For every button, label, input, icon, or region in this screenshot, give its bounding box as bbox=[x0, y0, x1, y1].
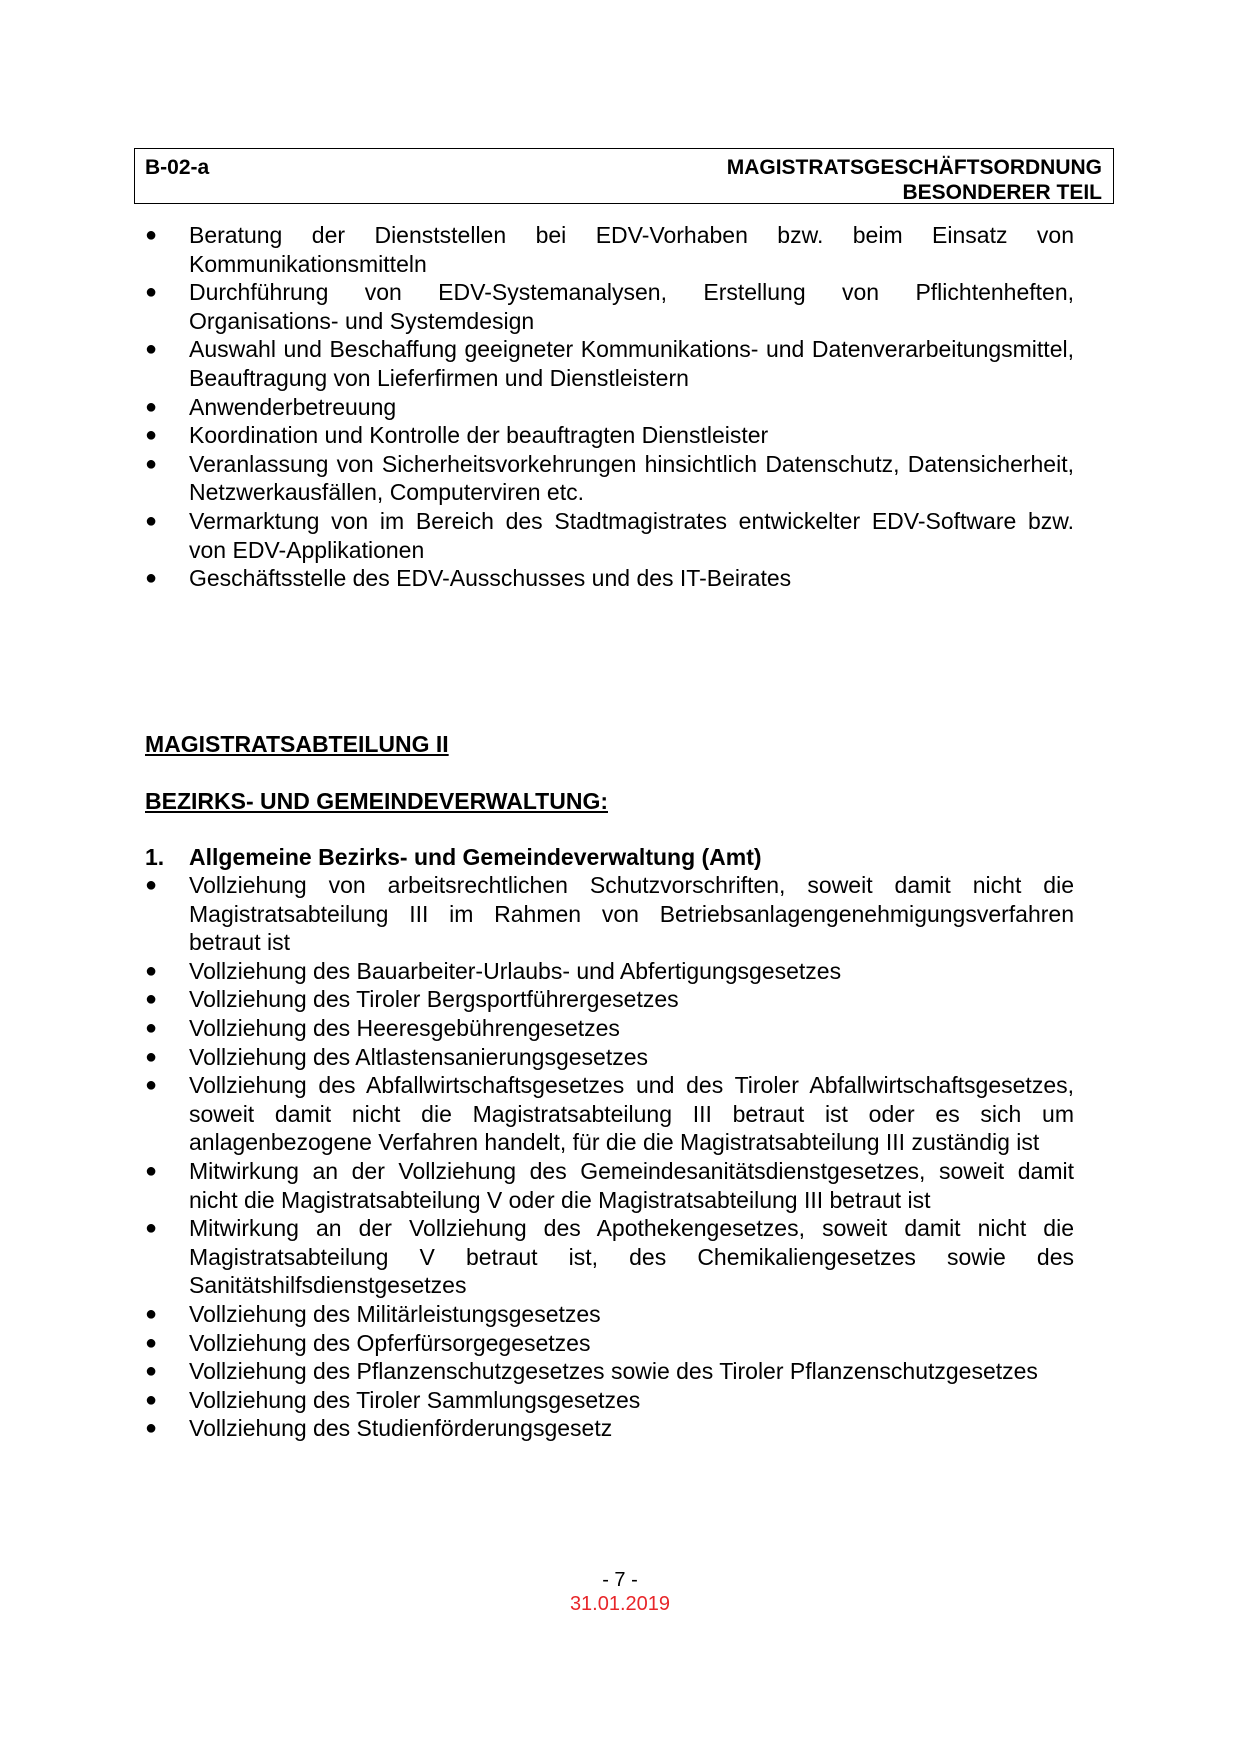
document-header bbox=[134, 148, 1114, 204]
list-item: ● Vollziehung des Tiroler Bergsportführergesetzes bbox=[145, 986, 679, 1013]
bullet-icon: ● bbox=[145, 1016, 158, 1039]
page-number: - 7 - bbox=[602, 1569, 638, 1591]
bullet-icon: ● bbox=[145, 395, 158, 418]
document-date: 31.01.2019 bbox=[569, 1593, 671, 1615]
list-item: ● Vollziehung des Opferfürsorgegesetzes bbox=[145, 1329, 591, 1356]
list-item: ● Koordination und Kontrolle der beauftragten Dienstleister bbox=[145, 422, 769, 449]
task-list-bottom bbox=[0, 871, 1240, 1443]
list-item: ● Mitwirkung an der Vollziehung des Apothekengesetzes, soweit damit nicht die Magistratsabteilung V betraut ist, des Chemikaliengesetzes sowie des Sanitätshilfsdienstgesetzes bbox=[145, 1215, 1074, 1299]
document-title-line1: MAGISTRATSGESCHÄFTSORDNUNG bbox=[726, 156, 1102, 179]
bullet-icon: ● bbox=[145, 1331, 158, 1354]
bullet-icon: ● bbox=[145, 988, 158, 1011]
list-item: ● Vollziehung des Abfallwirtschaftsgesetzes und des Tiroler Abfallwirtschaftsgesetzes, soweit damit nicht die Magistratsabteilung III betraut ist oder es sich um anlagenbezogene Verfahren handelt, für die die Magistratsabteilung III zuständig ist bbox=[145, 1072, 1074, 1156]
bullet-icon: ● bbox=[145, 567, 158, 590]
list-item: ● Vermarktung von im Bereich des Stadtmagistrates entwickelter EDV-Software bzw. von EDV-Applikationen bbox=[145, 507, 1074, 563]
list-item: ● Durchführung von EDV-Systemanalysen, Erstellung von Pflichtenheften, Organisations- und Systemdesign bbox=[145, 279, 1074, 334]
bullet-icon: ● bbox=[145, 281, 158, 304]
item-title: Allgemeine Bezirks- und Gemeindeverwaltung (Amt) bbox=[189, 844, 762, 870]
bullet-icon: ● bbox=[145, 1074, 158, 1097]
bullet-icon: ● bbox=[145, 1302, 158, 1325]
bullet-icon: ● bbox=[145, 338, 158, 361]
bullet-icon: ● bbox=[145, 424, 158, 447]
list-item: ● Vollziehung des Pflanzenschutzgesetzes sowie des Tiroler Pflanzenschutzgesetzes bbox=[145, 1358, 1038, 1385]
bullet-icon: ● bbox=[145, 959, 158, 982]
document-title bbox=[727, 155, 1102, 205]
list-item: ● Vollziehung von arbeitsrechtlichen Schutzvorschriften, soweit damit nicht die Magistratsabteilung III im Rahmen von Betriebsanlagengenehmigungsverfahren betraut ist bbox=[145, 872, 1074, 956]
bullet-icon: ● bbox=[145, 224, 158, 246]
bullet-icon: ● bbox=[145, 1417, 158, 1440]
numbered-item-title bbox=[145, 843, 762, 871]
bullet-icon: ● bbox=[145, 1217, 158, 1240]
bullet-icon: ● bbox=[145, 1360, 158, 1383]
list-item: ● Geschäftsstelle des EDV-Ausschusses und des IT-Beirates bbox=[145, 565, 792, 592]
bullet-icon: ● bbox=[145, 1045, 158, 1068]
item-number: 1. bbox=[145, 844, 165, 870]
section-subheading: BEZIRKS- UND GEMEINDEVERWALTUNG: bbox=[145, 788, 608, 814]
bullet-icon: ● bbox=[145, 509, 158, 532]
list-item: ● Anwenderbetreuung bbox=[145, 393, 397, 420]
document-code: B-02-a bbox=[145, 156, 210, 179]
list-item: ● Beratung der Dienststellen bei EDV-Vorhaben bzw. beim Einsatz von Kommunikationsmitteln bbox=[145, 222, 1074, 277]
bullet-icon: ● bbox=[145, 874, 158, 896]
section-heading: MAGISTRATSABTEILUNG II bbox=[145, 731, 449, 757]
document-title-line2: BESONDERER TEIL bbox=[902, 181, 1102, 204]
list-item: ● Vollziehung des Studienförderungsgesetz bbox=[145, 1415, 613, 1442]
bullet-icon: ● bbox=[145, 1159, 158, 1182]
list-item: ● Vollziehung des Bauarbeiter-Urlaubs- und Abfertigungsgesetzes bbox=[145, 957, 842, 984]
bullet-icon: ● bbox=[145, 452, 158, 475]
list-item: ● Vollziehung des Militärleistungsgesetzes bbox=[145, 1300, 601, 1327]
list-item: ● Vollziehung des Altlastensanierungsgesetzes bbox=[145, 1043, 649, 1070]
list-item: ● Mitwirkung an der Vollziehung des Gemeindesanitätsdienstgesetzes, soweit damit nicht die Magistratsabteilung V oder die Magistratsabteilung III betraut ist bbox=[145, 1157, 1074, 1213]
list-item: ● Vollziehung des Heeresgebührengesetzes bbox=[145, 1014, 620, 1041]
list-item: ● Auswahl und Beschaffung geeigneter Kommunikations- und Datenverarbeitungsmittel, Beauftragung von Lieferfirmen und Dienstleistern bbox=[145, 336, 1074, 391]
list-item: ● Veranlassung von Sicherheitsvorkehrungen hinsichtlich Datenschutz, Datensicherheit, Netzwerkausfällen, Computerviren etc. bbox=[145, 450, 1074, 506]
list-item: ● Vollziehung des Tiroler Sammlungsgesetzes bbox=[145, 1386, 641, 1413]
bullet-icon: ● bbox=[145, 1388, 158, 1411]
task-list-top bbox=[0, 221, 1240, 593]
